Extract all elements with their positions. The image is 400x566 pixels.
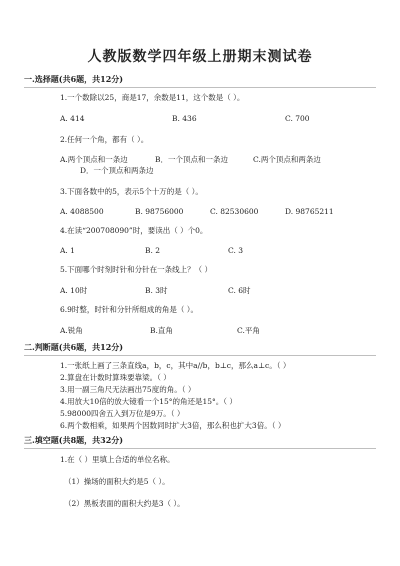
choice-6-option-a: A.锐角	[60, 326, 83, 335]
choice-5-option-a: A. 10时	[60, 286, 88, 295]
section-heading-choice: 一.选择题(共6题，共12分)	[24, 72, 376, 86]
choice-3-option-b: B. 98756000	[135, 207, 184, 216]
section-divider	[24, 355, 376, 356]
choice-5-option-c: C. 6时	[228, 286, 251, 295]
judge-item-5: 5.98000四舍五入到万位是9万。（ ）	[60, 409, 185, 418]
section-divider	[24, 448, 376, 449]
section-heading-judge: 二.判断题(共6题，共12分)	[24, 340, 376, 354]
judge-item-2: 2.算盘在计数时算珠要靠梁。（ ）	[60, 373, 171, 382]
section-heading-fill: 三.填空题(共8题，共32分)	[24, 433, 376, 447]
choice-question-4: 4.在读“200708090”时，要读出（ ）个0。	[60, 226, 208, 235]
choice-2-option-c: C.两个顶点和两条边	[253, 155, 321, 164]
choice-question-5: 5.下面哪个时刻时针和分针在一条线上？（ ）	[60, 265, 213, 274]
fill-subitem-2: （2）黑板表面的面积大约是3（ ）。	[64, 499, 185, 508]
choice-1-option-b: B. 436	[172, 114, 197, 123]
choice-3-option-a: A. 4088500	[60, 207, 104, 216]
page-title: 人教版数学四年级上册期末测试卷	[87, 49, 313, 65]
choice-3-option-c: C. 82530600	[210, 207, 259, 216]
section-divider	[24, 87, 376, 88]
judge-item-1: 1.一张纸上画了三条直线a，b，c，其中a//b，b⊥c，那么a⊥c。（ ）	[60, 361, 291, 370]
choice-question-6: 6.9时整，时针和分针所组成的角是（ ）。	[60, 305, 199, 314]
choice-4-option-a: A. 1	[60, 246, 75, 255]
judge-item-4: 4.用放大10倍的放大镜看一个15°的角还是15°。（ ）	[60, 397, 237, 406]
choice-question-2: 2.任何一个角，都有（ ）。	[60, 135, 149, 144]
choice-4-option-c: C. 3	[228, 246, 244, 255]
choice-6-option-c: C.平角	[237, 326, 260, 335]
choice-5-option-b: B. 3时	[145, 286, 168, 295]
fill-question-1: 1.在（ ）里填上合适的单位名称。	[60, 455, 175, 464]
choice-1-option-c: C. 700	[285, 114, 310, 123]
choice-3-option-d: D. 98765211	[285, 207, 334, 216]
choice-2-option-d: D．一个顶点和两条边	[80, 166, 154, 175]
choice-1-option-a: A. 414	[60, 114, 85, 123]
choice-question-1: 1.一个数除以25，商是17，余数是11，这个数是（ ）。	[60, 93, 245, 102]
judge-item-3: 3.用一副三角尺无法画出75度的角。（ ）	[60, 385, 196, 394]
choice-question-3: 3.下面各数中的5，表示5个十万的是（ ）。	[60, 187, 203, 196]
choice-6-option-b: B.直角	[150, 326, 173, 335]
choice-2-option-b: B．一个顶点和一条边	[155, 155, 229, 164]
judge-item-6: 6.两个数相乘，如果两个因数同时扩大3倍，那么积也扩大3倍。（ ）	[60, 421, 286, 430]
fill-subitem-1: （1）操场的面积大约是5（ ）。	[64, 477, 170, 486]
choice-2-option-a: A.两个顶点和一条边	[60, 155, 128, 164]
choice-4-option-b: B. 2	[145, 246, 161, 255]
